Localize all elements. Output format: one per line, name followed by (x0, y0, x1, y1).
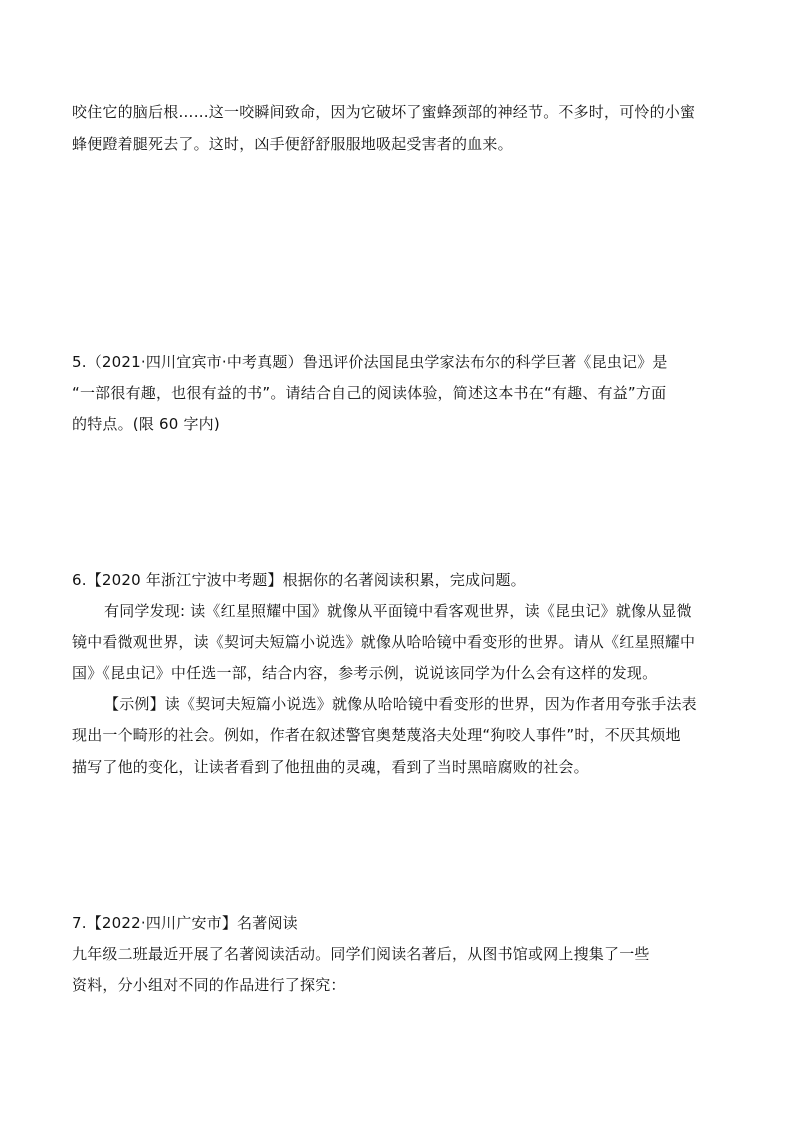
question-7-line-3: 资料，分小组对不同的作品进行了探究： (72, 976, 346, 994)
question-6-para-1-line-3: 国》《昆虫记》中任选一部，结合内容，参考示例，说说该同学为什么会有这样的发现。 (72, 664, 658, 682)
question-7-title: 7.【2022·四川广安市】名著阅读 (72, 914, 298, 932)
question-5-line-2: “一部很有趣，也很有益的书”。请结合自己的阅读体验，简述这本书在“有趣、有益”方面 (72, 384, 667, 402)
question-6-title: 6.【2020 年浙江宁波中考题】根据你的名著阅读积累，完成问题。 (72, 571, 526, 589)
question-5-line-3: 的特点。(限 60 字内) (72, 415, 220, 433)
fragment-line-1: 咬住它的脑后根……这一咬瞬间致命，因为它破坏了蜜蜂颈部的神经节。不多时，可怜的小蜜 (72, 103, 696, 121)
question-5-line-1: 5.（2021·四川宜宾市·中考真题）鲁迅评价法国昆虫学家法布尔的科学巨著《昆虫记》是 (72, 353, 668, 371)
question-6-para-1-line-1: 有同学发现: 读《红星照耀中国》就像从平面镜中看客观世界，读《昆虫记》就像从显微 (104, 602, 692, 620)
question-7-line-2: 九年级二班最近开展了名著阅读活动。同学们阅读名著后，从图书馆或网上搜集了一些 (72, 945, 650, 963)
question-6-example-line-1: 【示例】读《契诃夫短篇小说选》就像从哈哈镜中看变形的世界，因为作者用夸张手法表 (104, 695, 697, 713)
question-6-example-line-2: 现出一个畸形的社会。例如，作者在叙述警官奥楚蔑洛夫处理“狗咬人事件”时，不厌其烦地 (72, 726, 681, 744)
fragment-line-2: 蜂便蹬着腿死去了。这时，凶手便舒舒服服地吸起受害者的血来。 (72, 135, 513, 153)
question-6-para-1-line-2: 镜中看微观世界，读《契诃夫短篇小说选》就像从哈哈镜中看变形的世界。请从《红星照耀中 (72, 633, 696, 651)
question-6-example-line-3: 描写了他的变化，让读者看到了他扭曲的灵魂，看到了当时黑暗腐败的社会。 (72, 758, 589, 776)
